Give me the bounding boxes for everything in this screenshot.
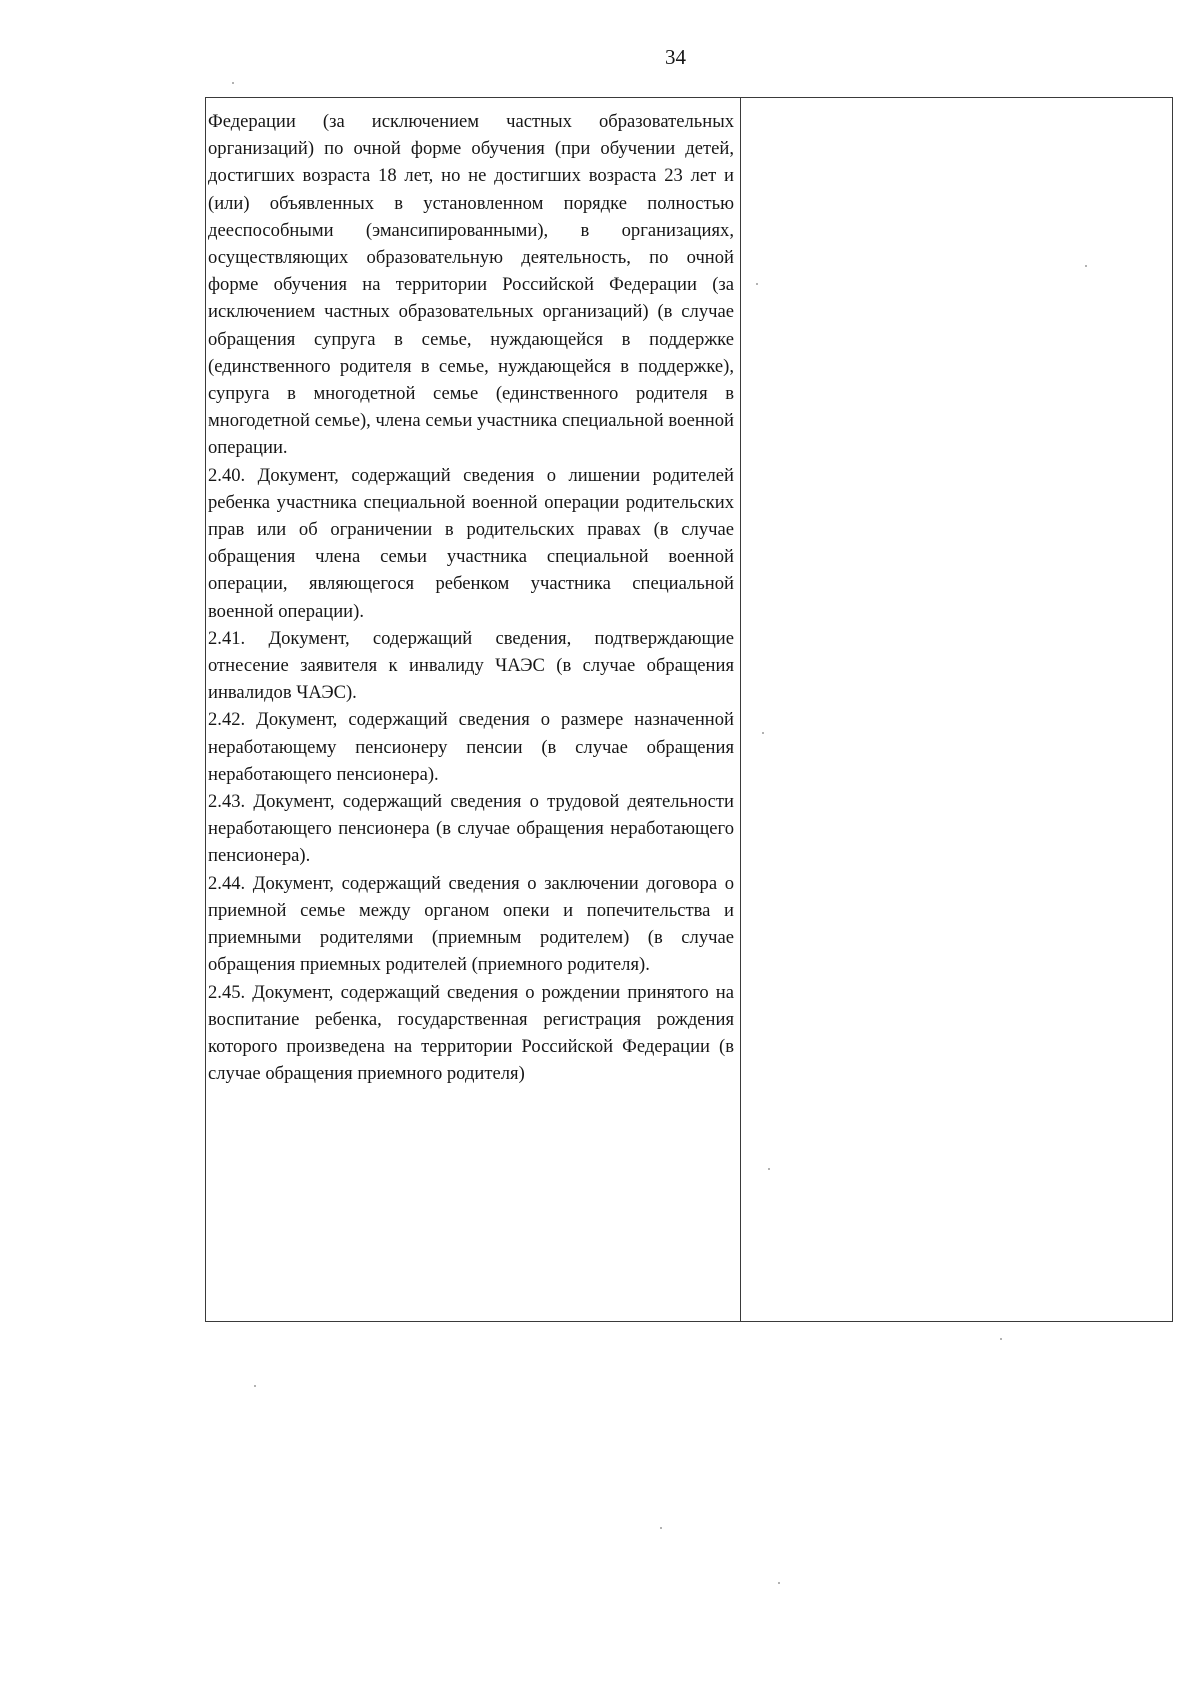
scan-speck: [254, 1385, 256, 1387]
page-number: 34: [665, 45, 686, 69]
table-cell-left: [206, 98, 741, 1321]
scan-speck: [1000, 1338, 1002, 1340]
scan-speck: [762, 732, 764, 734]
table-cell-right: [741, 98, 1172, 1321]
scan-speck: [660, 1527, 662, 1529]
paragraph-2-41: 2.41. Документ, содержащий сведения, подтверждающие отнесение заявителя к инвалиду ЧАЭС (в случае обращения инвалидов ЧАЭС).: [208, 627, 734, 704]
scan-speck: [778, 1582, 780, 1584]
paragraph-2-42: 2.42. Документ, содержащий сведения о размере назначенной неработающему пенсионеру пенсии (в случае обращения неработающего пенсионера).: [208, 709, 734, 785]
paragraph-2-44: 2.44. Документ, содержащий сведения о заключении договора о приемной семье между органом опеки и попечительства и приемными родителями (приемным родителем) (в случае обращения приемных родителей (приемного родителя).: [208, 872, 734, 976]
scan-speck: [768, 1168, 770, 1170]
scan-speck: [756, 283, 758, 285]
scan-speck: [232, 82, 234, 84]
scan-speck: [1085, 265, 1087, 267]
paragraph-2-40: 2.40. Документ, содержащий сведения о лишении родителей ребенка участника специальной военной операции родительских прав или об ограничении в родительских правах (в случае обращения члена семьи участника специальной военной операции, являющегося ребенком участника специальной военной операции).: [208, 464, 734, 622]
document-table: [205, 97, 1173, 1322]
paragraph-2-45: 2.45. Документ, содержащий сведения о рождении принятого на воспитание ребенка, государственная регистрация рождения которого произведена на территории Российской Федерации (в случае обращения приемного родителя): [208, 981, 734, 1085]
paragraph-2-43: 2.43. Документ, содержащий сведения о трудовой деятельности неработающего пенсионера (в случае обращения неработающего пенсионера).: [208, 791, 734, 867]
paragraph-continuation: Федерации (за исключением частных образовательных организаций) по очной форме обучения (при обучении детей, достигших возраста 18 лет, но не достигших возраста 23 лет и (или) объявленных в установленном порядке полностью дееспособными (эмансипированными), в организациях, осуществляющих образовательную деятельность, по очной форме обучения на территории Российской Федерации (за исключением частных образовательных организаций) (в случае обращения супруга в семье, нуждающейся в поддержке (единственного родителя в семье, нуждающейся в поддержке), супруга в многодетной семье (единственного родителя в многодетной семье), члена семьи участника специальной военной операции.: [208, 111, 734, 459]
